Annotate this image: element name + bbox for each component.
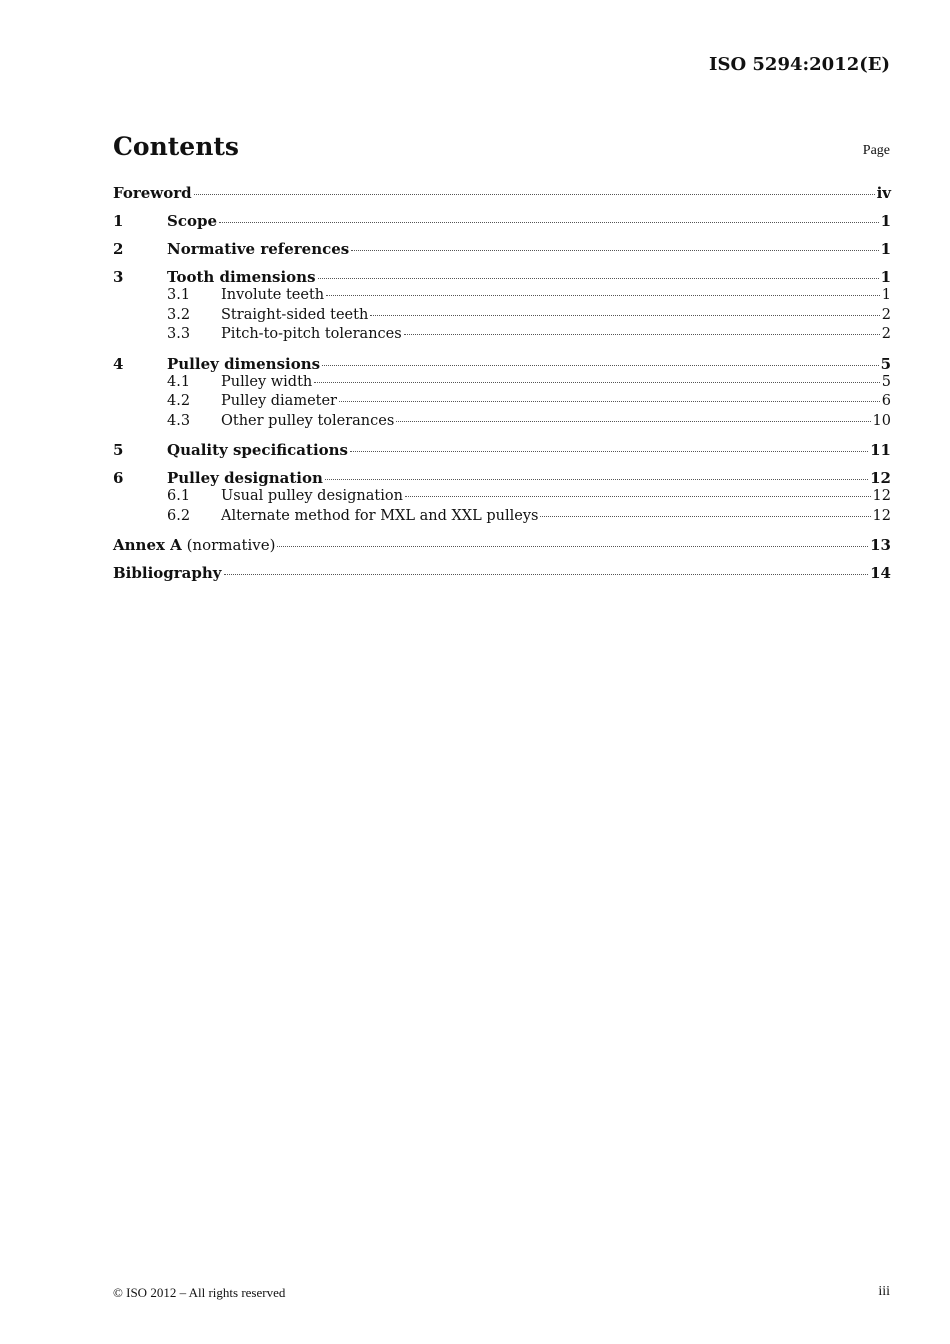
toc-entry-title: Normative references xyxy=(167,240,350,258)
toc-entry-page: 2 xyxy=(881,326,891,342)
toc-entry-page: 1 xyxy=(880,240,891,258)
toc-entry-bibliography[interactable] xyxy=(113,564,891,583)
toc-entry-number: 3 xyxy=(113,268,124,286)
toc-entry-annex-a[interactable] xyxy=(113,536,891,555)
toc-entry-page: 1 xyxy=(881,287,891,303)
leader-dots xyxy=(404,334,880,335)
leader-dots xyxy=(325,479,868,480)
toc-entry-pulley-designation[interactable] xyxy=(113,469,891,488)
toc-entry-straight-sided-teeth[interactable] xyxy=(113,307,891,327)
toc-entry-pulley-width[interactable] xyxy=(113,374,891,394)
toc-entry-title: Bibliography xyxy=(113,564,222,582)
toc-entry-number: 4.1 xyxy=(167,373,191,390)
toc-entry-number: 4.2 xyxy=(167,393,191,409)
toc-entry-page: 1 xyxy=(880,268,891,286)
toc-entry-title: Other pulley tolerances xyxy=(221,412,395,429)
leader-dots xyxy=(326,295,880,296)
toc-entry-number: 6.1 xyxy=(167,488,191,504)
toc-entry-number: 4.3 xyxy=(167,412,191,429)
toc-entry-title xyxy=(113,536,275,554)
toc-entry-title: Pulley dimensions xyxy=(167,354,321,373)
toc-entry-title: Pitch-to-pitch tolerances xyxy=(221,326,402,342)
page-number: iii xyxy=(878,1284,890,1299)
leader-dots xyxy=(351,250,878,251)
toc-entry-page: 12 xyxy=(872,488,891,504)
leader-dots xyxy=(540,516,870,517)
leader-dots xyxy=(405,496,871,497)
toc-entry-page: 2 xyxy=(881,306,891,323)
toc-entry-pulley-dimensions[interactable] xyxy=(113,355,891,374)
toc-entry-title: Pulley width xyxy=(221,373,313,390)
copyright-notice: © ISO 2012 – All rights reserved xyxy=(113,1285,286,1300)
toc-entry-number: 3.2 xyxy=(167,306,191,323)
toc-entry-quality-specifications[interactable] xyxy=(113,441,891,460)
contents-title: Contents xyxy=(113,132,240,161)
leader-dots xyxy=(350,451,868,452)
toc-entry-page: 5 xyxy=(881,373,891,390)
table-of-contents xyxy=(113,184,891,583)
toc-entry-usual-pulley-designation[interactable] xyxy=(113,488,891,508)
toc-entry-number: 1 xyxy=(113,212,124,230)
toc-entry-number: 3.3 xyxy=(167,326,191,342)
toc-entry-foreword[interactable] xyxy=(113,184,891,203)
leader-dots xyxy=(224,574,869,575)
toc-entry-pulley-diameter[interactable] xyxy=(113,393,891,413)
toc-entry-alternate-method[interactable] xyxy=(113,508,891,528)
leader-dots xyxy=(314,382,880,383)
toc-entry-page: 12 xyxy=(872,507,891,524)
toc-entry-page: 1 xyxy=(880,212,891,230)
toc-entry-number: 6 xyxy=(113,469,124,487)
toc-entry-page: 10 xyxy=(872,412,891,429)
toc-entry-page: 5 xyxy=(880,354,891,373)
toc-entry-title: Quality specifications xyxy=(167,441,349,459)
toc-entry-number: 5 xyxy=(113,441,124,459)
toc-entry-page: 6 xyxy=(881,393,891,409)
toc-entry-title: Straight-sided teeth xyxy=(221,306,369,323)
toc-entry-title: Usual pulley designation xyxy=(221,488,403,504)
toc-entry-title: Scope xyxy=(167,212,218,230)
annex-qualifier: (normative) xyxy=(181,536,276,554)
toc-entry-title: Alternate method for MXL and XXL pulleys xyxy=(221,507,539,524)
toc-entry-tooth-dimensions[interactable] xyxy=(113,268,891,287)
leader-dots xyxy=(339,401,880,402)
toc-entry-title: Involute teeth xyxy=(221,287,325,303)
toc-entry-page: 11 xyxy=(870,441,891,459)
toc-entry-pitch-to-pitch-tolerances[interactable] xyxy=(113,326,891,346)
toc-entry-title: Pulley designation xyxy=(167,469,323,487)
leader-dots xyxy=(194,194,875,195)
toc-entry-page: 12 xyxy=(870,469,891,487)
toc-entry-other-pulley-tolerances[interactable] xyxy=(113,413,891,433)
leader-dots xyxy=(396,421,870,422)
toc-entry-page: 14 xyxy=(870,564,891,582)
toc-entry-number: 6.2 xyxy=(167,507,191,524)
leader-dots xyxy=(318,278,879,279)
toc-entry-scope[interactable] xyxy=(113,212,891,231)
leader-dots xyxy=(219,222,879,223)
annex-label: Annex A xyxy=(113,536,182,554)
toc-entry-number: 4 xyxy=(113,354,124,373)
leader-dots xyxy=(370,315,879,316)
toc-entry-title: Tooth dimensions xyxy=(167,268,316,286)
toc-entry-page: 13 xyxy=(870,536,891,554)
toc-entry-title: Foreword xyxy=(113,184,192,202)
toc-entry-involute-teeth[interactable] xyxy=(113,287,891,307)
toc-entry-number: 2 xyxy=(113,240,124,258)
leader-dots xyxy=(322,365,878,366)
document-id: ISO 5294:2012(E) xyxy=(709,54,890,75)
toc-entry-normative-references[interactable] xyxy=(113,240,891,259)
page-column-label: Page xyxy=(862,143,890,158)
toc-entry-title: Pulley diameter xyxy=(221,393,337,409)
leader-dots xyxy=(277,546,868,547)
toc-entry-page: iv xyxy=(876,184,891,202)
toc-entry-number: 3.1 xyxy=(167,287,191,303)
